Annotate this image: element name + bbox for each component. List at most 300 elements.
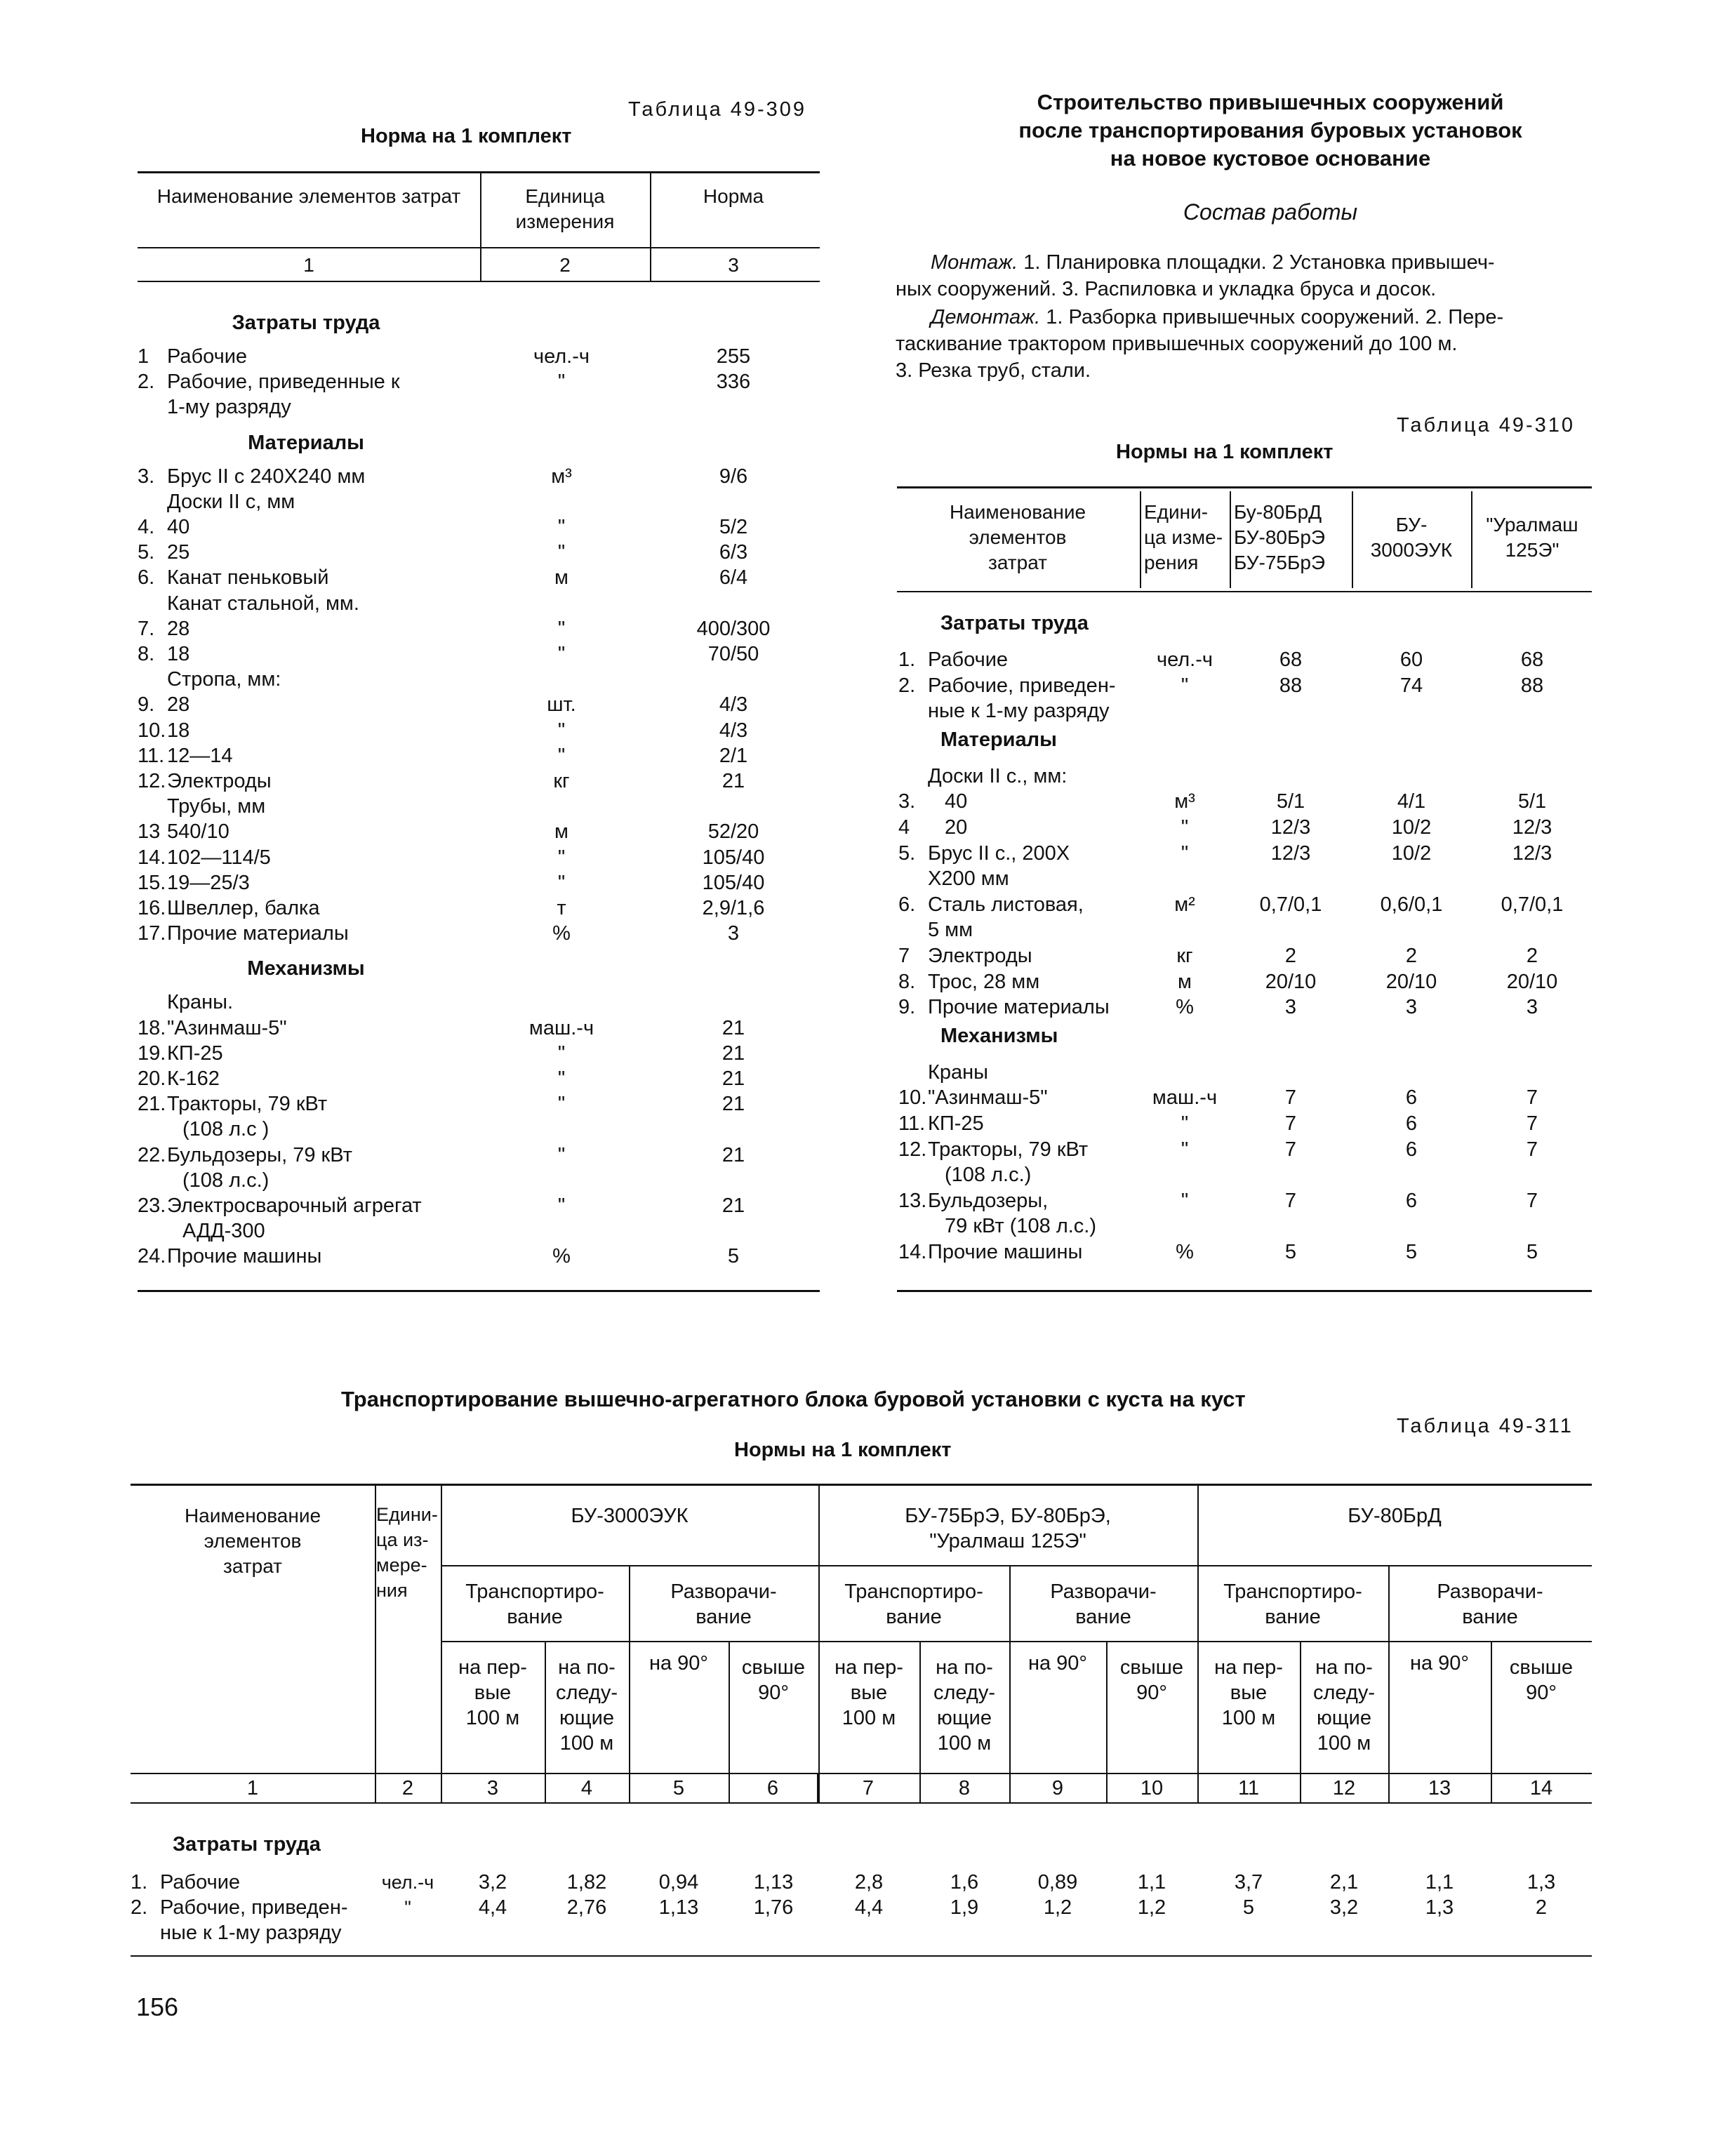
row-value: 336 <box>716 371 751 394</box>
t309-header-unit: Единица измерения <box>515 185 615 232</box>
row-label: 5 мм <box>928 919 973 942</box>
t310-col-divider <box>1230 491 1231 588</box>
t311-colnum: 9 <box>1051 1777 1064 1799</box>
table-309-top-rule <box>138 171 820 173</box>
row-number: 3. <box>138 465 155 488</box>
row-number: 6. <box>898 893 916 916</box>
t311-header-name: затрат <box>223 1555 282 1577</box>
row-unit: " <box>557 371 566 394</box>
row-value: 0,7/0,1 <box>1259 893 1322 916</box>
demontage-text <box>931 305 1503 330</box>
column-divider <box>1197 1774 1199 1802</box>
row-unit: " <box>557 541 566 564</box>
row-unit: маш.-ч <box>1152 1086 1218 1110</box>
row-label: Швеллер, балка <box>167 897 320 919</box>
t311-leaf-next: на по- <box>1315 1656 1373 1679</box>
row-value: 7 <box>1284 1086 1297 1110</box>
table-309-label: Таблица 49-309 <box>628 98 807 121</box>
row-unit: " <box>557 516 566 538</box>
t309-header-norm: Норма <box>703 185 764 207</box>
row-value: 1,2 <box>1137 1896 1166 1919</box>
t311-subheader-transport: Транспортиро- <box>1223 1581 1362 1603</box>
t311-group-title: БУ-80БрД <box>1348 1505 1442 1527</box>
row-label: 28 <box>167 617 190 640</box>
row-value: 5 <box>1242 1896 1255 1919</box>
t310-header-h4: 3000ЭУК <box>1370 539 1453 561</box>
row-value: 52/20 <box>707 820 759 844</box>
row-unit: м³ <box>551 465 572 488</box>
row-value: 2,76 <box>566 1896 607 1919</box>
t311-colnum: 10 <box>1140 1777 1164 1799</box>
section-heading: Материалы <box>940 728 1057 751</box>
row-number: 13. <box>898 1189 927 1212</box>
table-311-subtitle: Нормы на 1 комплект <box>734 1439 952 1461</box>
row-label: 40 <box>945 790 968 813</box>
t311-leaf-next: 100 м <box>1317 1732 1371 1755</box>
row-value: 68 <box>1520 648 1544 671</box>
row-label: Электроды <box>928 945 1032 967</box>
row-label: 79 кВт (108 л.с.) <box>945 1215 1097 1238</box>
section-title: на новое кустовое основание <box>1110 146 1431 171</box>
row-label: Электроды <box>167 770 272 792</box>
t311-leaf-over90: 90° <box>758 1682 789 1704</box>
row-unit: " <box>1181 1138 1189 1161</box>
table-310-subtitle: Нормы на 1 комплект <box>1116 441 1334 463</box>
row-label: 102—114/5 <box>167 846 271 869</box>
row-label: 19—25/3 <box>167 871 250 894</box>
row-label: Бульдозеры, 79 кВт <box>167 1143 352 1166</box>
column-divider <box>545 1774 546 1802</box>
column-divider <box>729 1774 730 1802</box>
t311-leaf-90: на 90° <box>649 1652 709 1675</box>
section-title: после транспортирования буровых установок <box>1018 118 1522 142</box>
row-label: Тракторы, 79 кВт <box>167 1093 328 1116</box>
row-label: Электросварочный агрегат <box>167 1195 422 1217</box>
row-unit: чел.-ч <box>381 1872 434 1893</box>
row-unit: маш.-ч <box>528 1016 594 1039</box>
row-value: 5/1 <box>1276 790 1305 813</box>
section-title: Строительство привышечных сооружений <box>1037 90 1504 114</box>
t311-header-name: элементов <box>204 1530 302 1552</box>
row-value: 60 <box>1399 648 1423 671</box>
row-value: 6 <box>1405 1138 1418 1161</box>
t311-subheader-transport: вание <box>507 1606 563 1628</box>
table-310-top-rule <box>897 486 1592 488</box>
t311-leaf-next: ющие <box>1317 1707 1371 1729</box>
row-number: 21. <box>138 1093 166 1116</box>
row-value: 0,6/0,1 <box>1380 893 1443 916</box>
demontage-label: Демонтаж. <box>931 306 1041 328</box>
row-value: 3 <box>727 922 740 945</box>
row-value: 1,82 <box>566 1871 607 1894</box>
row-label: КП-25 <box>167 1042 223 1065</box>
t311-leaf-first: 100 м <box>465 1707 520 1729</box>
row-label: КП-25 <box>928 1112 984 1135</box>
section-heading: Затраты труда <box>173 1833 321 1856</box>
t311-subheader-rotate: вание <box>1075 1606 1131 1628</box>
column-divider <box>1300 1774 1301 1802</box>
header-rule <box>441 1641 1592 1642</box>
column-divider <box>1197 1485 1199 1804</box>
column-divider <box>629 1774 630 1802</box>
t309-header-name: Наименование элементов затрат <box>157 185 461 207</box>
column-divider <box>441 1774 442 1802</box>
row-value: 12/3 <box>1270 841 1311 865</box>
row-value: 0,94 <box>658 1871 699 1894</box>
row-unit: " <box>557 617 566 640</box>
t311-subheader-transport: Транспортиро- <box>465 1581 604 1603</box>
t311-group-title: БУ-75БрЭ, БУ-80БрЭ, <box>905 1505 1111 1527</box>
row-value: 21 <box>721 1195 745 1217</box>
page-number: 156 <box>136 1992 179 2021</box>
row-unit: м <box>554 820 568 844</box>
row-label: Рабочие <box>160 1871 241 1894</box>
column-divider <box>1388 1774 1390 1802</box>
row-label: Х200 мм <box>928 867 1009 891</box>
row-unit: " <box>557 1067 566 1090</box>
row-value: 88 <box>1279 674 1303 697</box>
t310-header-h2: рения <box>1144 552 1199 573</box>
row-value: 1,13 <box>753 1871 794 1894</box>
row-value: 12/3 <box>1270 816 1311 839</box>
row-number: 2. <box>131 1896 148 1919</box>
t311-leaf-next: следу- <box>1313 1682 1375 1704</box>
row-value: 21 <box>721 1016 745 1039</box>
row-label: 12—14 <box>167 744 233 767</box>
table-311-top-rule <box>131 1484 1592 1486</box>
row-unit: " <box>1181 816 1189 839</box>
row-number: 17. <box>138 922 166 945</box>
t311-subheader-transport: вание <box>1265 1606 1321 1628</box>
row-value: 88 <box>1520 674 1544 697</box>
row-unit: % <box>552 1245 571 1268</box>
t309-col-divider <box>480 173 481 282</box>
t311-leaf-first: на пер- <box>1214 1656 1283 1679</box>
row-number: 22. <box>138 1143 166 1166</box>
row-number: 14. <box>898 1241 927 1263</box>
row-number: 2. <box>138 371 155 394</box>
t310-header-h4: БУ- <box>1395 514 1428 535</box>
row-label: 20 <box>945 816 968 839</box>
t311-leaf-90: на 90° <box>1409 1652 1470 1675</box>
row-unit: " <box>557 1143 566 1166</box>
montage-line: ных сооружений. 3. Распиловка и укладка бруса и досок. <box>896 278 1437 300</box>
t311-group-title: "Уралмаш 125Э" <box>929 1530 1086 1552</box>
t310-header-h1: Наименование <box>949 501 1086 523</box>
row-value: 5 <box>1526 1241 1538 1263</box>
t311-colnum: 2 <box>401 1777 414 1799</box>
row-number: 11. <box>138 744 165 767</box>
row-number: 10. <box>898 1086 927 1110</box>
row-label: Трос, 28 мм <box>928 970 1040 993</box>
row-value: 6 <box>1405 1086 1418 1110</box>
row-value: 2,8 <box>854 1871 884 1894</box>
t311-colnum: 11 <box>1237 1777 1260 1799</box>
t311-colnum: 6 <box>766 1777 779 1799</box>
row-unit: т <box>557 897 566 919</box>
t311-colnum: 14 <box>1529 1777 1553 1799</box>
t310-header-h1: элементов <box>969 526 1067 548</box>
table-310-label: Таблица 49-310 <box>1397 414 1576 437</box>
row-number: 5. <box>898 841 916 865</box>
row-unit: % <box>552 922 571 945</box>
row-label: Прочие материалы <box>167 922 349 945</box>
t311-subheader-rotate: Разворачи- <box>1050 1581 1157 1603</box>
row-value: 10/2 <box>1391 816 1432 839</box>
row-unit: " <box>404 1897 411 1918</box>
t311-leaf-first: вые <box>474 1682 512 1704</box>
row-value: 7 <box>1284 1138 1297 1161</box>
row-number: 14. <box>138 846 166 869</box>
montage-text <box>931 250 1495 275</box>
row-label: Доски II с, мм <box>167 490 295 513</box>
row-value: 2,1 <box>1329 1871 1359 1894</box>
row-value: 1,9 <box>950 1896 979 1919</box>
row-number: 9. <box>138 693 155 717</box>
demontage-line: таскивание трактором привышечных сооружений до 100 м. <box>896 333 1458 355</box>
row-unit: " <box>557 744 566 767</box>
row-number: 6. <box>138 566 155 590</box>
row-value: 6/4 <box>719 566 748 590</box>
row-value: 1,76 <box>753 1896 794 1919</box>
row-value: 2/1 <box>719 744 748 767</box>
demontage-line: 1. Разборка привышечных сооружений. 2. Пере- <box>1046 306 1504 328</box>
row-label: 1-му разряду <box>167 396 291 419</box>
t311-leaf-over90: свыше <box>1509 1656 1574 1679</box>
column-divider <box>919 1774 921 1802</box>
table-311-label: Таблица 49-311 <box>1397 1415 1574 1437</box>
t310-col-divider <box>1140 491 1141 588</box>
row-value: 20/10 <box>1265 970 1317 993</box>
column-divider <box>1491 1774 1492 1802</box>
t311-leaf-next: на по- <box>936 1656 993 1679</box>
t311-leaf-over90: 90° <box>1526 1682 1557 1704</box>
row-value: 21 <box>721 1042 745 1065</box>
row-label: Доски II с., мм: <box>928 764 1068 787</box>
t311-leaf-90: на 90° <box>1028 1652 1088 1675</box>
t309-colnum: 3 <box>728 254 739 276</box>
montage-line: 1. Планировка площадки. 2 Установка привышеч- <box>1023 251 1495 274</box>
row-value: 12/3 <box>1512 816 1552 839</box>
t310-header-h1: затрат <box>988 552 1047 573</box>
row-value: 12/3 <box>1512 841 1552 865</box>
row-value: 2 <box>1535 1896 1548 1919</box>
row-label: Рабочие, приведен- <box>160 1896 348 1919</box>
row-value: 1,1 <box>1137 1871 1166 1894</box>
row-unit: " <box>1181 1189 1189 1212</box>
row-value: 68 <box>1279 648 1303 671</box>
header-rule <box>441 1565 1592 1566</box>
row-number: 3. <box>898 790 916 813</box>
t311-colnum: 5 <box>672 1777 685 1799</box>
row-value: 21 <box>721 1143 745 1166</box>
row-label: 28 <box>167 693 190 717</box>
row-number: 12. <box>898 1138 927 1161</box>
t311-subheader-rotate: Разворачи- <box>1437 1581 1543 1603</box>
t311-group-title: БУ-3000ЭУК <box>571 1505 689 1527</box>
row-value: 10/2 <box>1391 841 1432 865</box>
row-value: 3,2 <box>1329 1896 1359 1919</box>
t310-header-h5: "Уралмаш <box>1486 514 1578 535</box>
row-value: 21 <box>721 1067 745 1090</box>
section-heading: Материалы <box>248 431 364 454</box>
row-number: 23. <box>138 1195 166 1217</box>
row-number: 12. <box>138 770 166 792</box>
t309-header-rule <box>138 247 820 248</box>
row-value: 4,4 <box>854 1896 884 1919</box>
row-unit: м³ <box>1174 790 1195 813</box>
row-value: 3,2 <box>478 1871 507 1894</box>
row-number: 15. <box>138 871 166 894</box>
t311-header-unit: Едини- <box>376 1504 438 1525</box>
row-value: 9/6 <box>719 465 748 488</box>
row-label: Рабочие <box>928 648 1009 671</box>
row-unit: м² <box>1174 893 1195 916</box>
row-unit: кг <box>553 770 570 792</box>
table-309-bottom-rule <box>138 1290 820 1292</box>
t311-colnum-rule <box>131 1802 1592 1804</box>
row-value: 74 <box>1399 674 1423 697</box>
row-number: 16. <box>138 897 166 919</box>
t311-colnum: 1 <box>246 1777 259 1799</box>
row-unit: % <box>1176 996 1194 1019</box>
row-value: 7 <box>1284 1189 1297 1212</box>
row-label: (108 л.с ) <box>182 1118 270 1141</box>
row-value: 7 <box>1526 1112 1538 1135</box>
t311-colnum: 12 <box>1332 1777 1356 1799</box>
t309-col-divider <box>650 173 651 282</box>
t311-colnum: 3 <box>486 1777 499 1799</box>
row-label: Брус II с., 200Х <box>928 841 1070 865</box>
section-heading: Механизмы <box>247 957 365 980</box>
row-label: Канат пеньковый <box>167 566 329 590</box>
row-value: 7 <box>1526 1189 1538 1212</box>
row-number: 8. <box>898 970 916 993</box>
row-value: 105/40 <box>702 871 765 894</box>
row-value: 400/300 <box>696 617 771 640</box>
row-value: 0,89 <box>1037 1871 1078 1894</box>
row-value: 3 <box>1284 996 1297 1019</box>
row-label: ные к 1-му разряду <box>160 1922 342 1944</box>
t309-colnum: 2 <box>559 254 571 276</box>
row-number: 11. <box>898 1112 926 1135</box>
row-value: 4/1 <box>1397 790 1426 813</box>
row-value: 4,4 <box>478 1896 507 1919</box>
section-heading: Затраты труда <box>232 312 380 334</box>
t311-header-rule <box>131 1773 1592 1774</box>
row-value: 7 <box>1526 1086 1538 1110</box>
t310-header-h2: ца изме- <box>1144 526 1223 548</box>
row-value: 5 <box>1405 1241 1418 1263</box>
row-label: 25 <box>167 541 190 564</box>
row-number: 2. <box>898 674 916 697</box>
table-311-bottom-rule <box>131 1955 1592 1957</box>
row-label: Прочие материалы <box>928 996 1110 1019</box>
row-label: 540/10 <box>167 820 230 844</box>
t311-leaf-first: 100 м <box>1221 1707 1276 1729</box>
row-label: К-162 <box>167 1067 220 1090</box>
row-number: 5. <box>138 541 155 564</box>
t311-leaf-next: 100 м <box>559 1732 614 1755</box>
t311-leaf-next: ющие <box>937 1707 992 1729</box>
row-value: 5/2 <box>719 516 748 538</box>
t311-subheader-transport: вание <box>886 1606 942 1628</box>
row-label: (108 л.с.) <box>945 1164 1032 1187</box>
row-label: Прочие машины <box>167 1245 322 1268</box>
row-label: "Азинмаш-5" <box>928 1086 1048 1110</box>
column-divider <box>1009 1774 1011 1802</box>
t311-colnum: 8 <box>958 1777 971 1799</box>
row-value: 2 <box>1405 945 1418 967</box>
row-value: 1,13 <box>658 1896 699 1919</box>
row-label: АДД-300 <box>182 1220 265 1243</box>
t311-leaf-next: на по- <box>558 1656 616 1679</box>
table-309-subtitle: Норма на 1 комплект <box>361 125 572 147</box>
row-value: 0,7/0,1 <box>1501 893 1564 916</box>
row-label: 18 <box>167 643 190 665</box>
row-number: 20. <box>138 1067 166 1090</box>
row-value: 1,3 <box>1527 1871 1556 1894</box>
t311-header-name: Наименование <box>184 1505 321 1526</box>
row-value: 105/40 <box>702 846 765 869</box>
row-number: 9. <box>898 996 916 1019</box>
t310-header-h5: 125Э" <box>1505 539 1560 561</box>
t311-colnum: 13 <box>1428 1777 1451 1799</box>
t311-leaf-next: 100 м <box>937 1732 992 1755</box>
row-unit: м <box>1178 970 1192 993</box>
t309-colnum-rule <box>138 281 820 282</box>
row-value: 3 <box>1526 996 1538 1019</box>
row-unit: " <box>557 643 566 665</box>
t310-header-rule <box>897 591 1592 592</box>
row-unit: " <box>557 846 566 869</box>
row-value: 20/10 <box>1385 970 1437 993</box>
t311-leaf-over90: свыше <box>1119 1656 1184 1679</box>
row-number: 18. <box>138 1016 166 1039</box>
row-unit: " <box>557 1042 566 1065</box>
t311-subheader-rotate: вание <box>1462 1606 1518 1628</box>
section-heading: Затраты труда <box>940 612 1089 634</box>
t311-header-unit: ца из- <box>376 1529 429 1550</box>
row-label: Краны. <box>167 991 234 1014</box>
row-label: Канат стальной, мм. <box>167 592 359 615</box>
row-value: 21 <box>721 770 745 792</box>
row-label: "Азинмаш-5" <box>167 1016 287 1039</box>
row-label: Прочие машины <box>928 1241 1083 1263</box>
row-value: 255 <box>716 345 751 368</box>
row-value: 3,7 <box>1234 1871 1263 1894</box>
row-number: 4. <box>138 516 155 538</box>
row-value: 7 <box>1284 1112 1297 1135</box>
row-number: 19. <box>138 1042 166 1065</box>
row-number: 1 <box>138 345 149 368</box>
row-label: Брус II с 240Х240 мм <box>167 465 366 488</box>
section-heading: Механизмы <box>940 1024 1058 1047</box>
t311-leaf-first: на пер- <box>834 1656 903 1679</box>
row-unit: " <box>557 719 566 742</box>
row-unit: кг <box>1176 945 1193 967</box>
row-unit: " <box>557 1093 566 1116</box>
row-number: 7. <box>138 617 155 640</box>
row-value: 7 <box>1526 1138 1538 1161</box>
row-value: 20/10 <box>1506 970 1558 993</box>
montage-label: Монтаж. <box>931 251 1018 274</box>
row-label: Рабочие <box>167 345 248 368</box>
row-unit: чел.-ч <box>533 345 590 368</box>
row-label: Бульдозеры, <box>928 1189 1049 1212</box>
t310-header-h3: БУ-75БрЭ <box>1234 552 1326 573</box>
t311-leaf-first: на пер- <box>458 1656 527 1679</box>
